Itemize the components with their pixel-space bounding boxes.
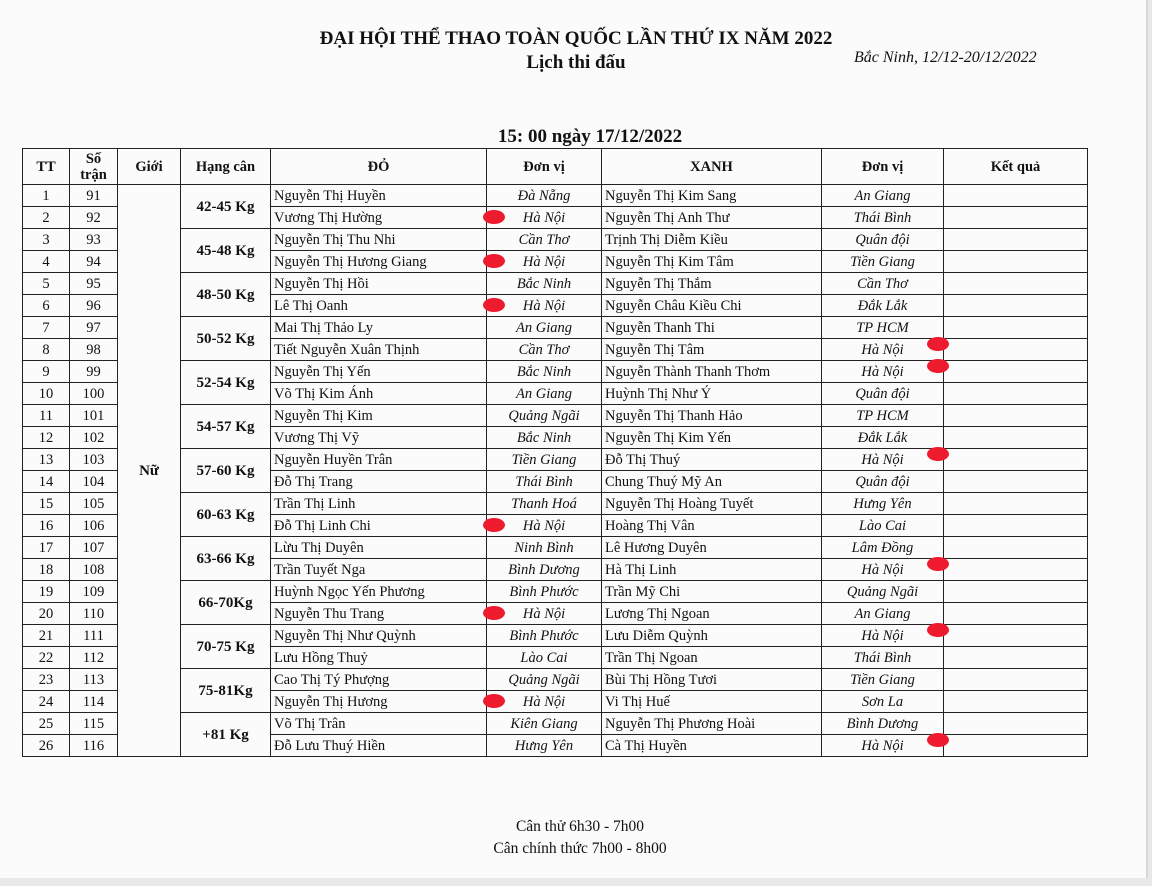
blue-unit-cell [822,493,944,515]
red-highlight-mark [483,606,505,620]
blue-unit-cell [822,625,944,647]
blue-unit: Thái Bình [853,649,912,666]
row-tt: 26 [23,735,70,757]
table-row [23,625,1088,647]
red-athlete: Nguyễn Thị Yến [271,361,487,383]
header-match-number-line2: trận [80,166,107,183]
blue-unit-cell [822,295,944,317]
red-unit-cell [487,471,602,493]
blue-unit-cell [822,603,944,625]
red-unit: Cần Thơ [518,341,570,358]
blue-unit-cell [822,251,944,273]
red-athlete: Đỗ Thị Linh Chi [271,515,487,537]
weight-class-cell: 75-81Kg [181,669,271,713]
row-match-number: 106 [70,515,118,537]
blue-unit-cell [822,713,944,735]
blue-unit: Tiền Giang [850,671,915,688]
blue-unit: Cần Thơ [857,275,908,292]
row-tt: 4 [23,251,70,273]
red-unit-cell [487,493,602,515]
red-unit-cell [487,691,602,713]
row-match-number: 110 [70,603,118,625]
blue-athlete: Nguyễn Thị Hoàng Tuyết [602,493,822,515]
blue-unit: An Giang [854,187,911,204]
weight-class-cell: 42-45 Kg [181,185,271,229]
blue-unit: Lâm Đồng [851,539,914,556]
red-unit: Hà Nội [522,693,566,710]
result-cell [944,735,1088,757]
blue-highlight-mark [927,557,949,571]
row-match-number: 97 [70,317,118,339]
red-unit-cell [487,713,602,735]
red-athlete: Võ Thị Trân [271,713,487,735]
row-tt: 1 [23,185,70,207]
result-cell [944,625,1088,647]
row-match-number: 94 [70,251,118,273]
red-unit: Quảng Ngãi [508,671,580,688]
row-match-number: 113 [70,669,118,691]
red-highlight-mark [483,694,505,708]
weight-class-cell: 54-57 Kg [181,405,271,449]
row-tt: 22 [23,647,70,669]
table-row [23,669,1088,691]
session-time: 15: 00 ngày 17/12/2022 [497,126,683,147]
red-unit: An Giang [516,319,572,336]
row-match-number: 109 [70,581,118,603]
blue-highlight-mark [927,623,949,637]
blue-unit: TP HCM [856,407,909,424]
blue-unit-cell [822,361,944,383]
row-match-number: 112 [70,647,118,669]
red-athlete: Tiết Nguyễn Xuân Thịnh [271,339,487,361]
result-cell [944,669,1088,691]
blue-unit: Hà Nội [861,363,904,380]
blue-athlete: Nguyễn Thị Tâm [602,339,822,361]
row-tt: 23 [23,669,70,691]
blue-unit-cell [822,185,944,207]
blue-unit: Lào Cai [858,517,907,534]
red-unit-cell [487,735,602,757]
red-athlete: Nguyễn Thị Kim [271,405,487,427]
result-cell [944,471,1088,493]
table-row [23,449,1088,471]
blue-athlete: Cà Thị Huyền [602,735,822,757]
weight-class-cell: 48-50 Kg [181,273,271,317]
footer-official-weigh-in: Cân chính thức 7h00 - 8h00 [493,840,667,857]
row-tt: 10 [23,383,70,405]
red-athlete: Mai Thị Thảo Ly [271,317,487,339]
blue-unit: Quân đội [855,385,910,402]
red-unit: Quảng Ngãi [508,407,580,424]
blue-unit-cell [822,273,944,295]
red-athlete: Đỗ Lưu Thuý Hiền [271,735,487,757]
red-unit-cell [487,427,602,449]
red-athlete: Nguyễn Thị Hồi [271,273,487,295]
red-unit: Hà Nội [522,209,566,226]
table-row [23,493,1088,515]
blue-unit: Hà Nội [861,341,904,358]
row-tt: 11 [23,405,70,427]
blue-highlight-mark [927,337,949,351]
row-match-number: 93 [70,229,118,251]
red-athlete: Đỗ Thị Trang [271,471,487,493]
blue-unit: Quân đội [855,473,910,490]
result-cell [944,493,1088,515]
blue-athlete: Nguyễn Châu Kiều Chi [602,295,822,317]
weight-class-cell: 70-75 Kg [181,625,271,669]
red-athlete: Trần Tuyết Nga [271,559,487,581]
blue-unit-cell [822,405,944,427]
table-row [23,317,1088,339]
location-date: Bắc Ninh, 12/12-20/12/2022 [854,49,1037,66]
red-unit-cell [487,317,602,339]
weight-class-cell: 57-60 Kg [181,449,271,493]
row-tt: 9 [23,361,70,383]
weight-class-cell: +81 Kg [181,713,271,757]
blue-athlete: Nguyễn Thị Kim Tâm [602,251,822,273]
row-tt: 5 [23,273,70,295]
red-unit: Bình Phước [509,583,579,600]
red-unit-cell [487,625,602,647]
blue-athlete: Hà Thị Linh [602,559,822,581]
result-cell [944,317,1088,339]
red-highlight-mark [483,298,505,312]
row-tt: 8 [23,339,70,361]
row-match-number: 104 [70,471,118,493]
blue-athlete: Huỳnh Thị Như Ý [602,383,822,405]
result-cell [944,603,1088,625]
blue-unit: Hà Nội [861,627,904,644]
red-unit-cell [487,537,602,559]
row-match-number: 91 [70,185,118,207]
blue-unit: Bình Dương [846,715,919,732]
header-blue-unit: Đơn vị [822,149,944,185]
result-cell [944,515,1088,537]
red-unit-cell [487,603,602,625]
red-highlight-mark [483,518,505,532]
blue-athlete: Nguyễn Thanh Thi [602,317,822,339]
red-athlete: Vương Thị Hường [271,207,487,229]
row-tt: 2 [23,207,70,229]
blue-athlete: Nguyễn Thị Kim Sang [602,185,822,207]
blue-unit-cell [822,559,944,581]
header-red-unit: Đơn vị [487,149,602,185]
row-tt: 12 [23,427,70,449]
row-match-number: 92 [70,207,118,229]
table-row [23,273,1088,295]
weight-class-cell: 52-54 Kg [181,361,271,405]
result-cell [944,229,1088,251]
header-red: ĐỎ [271,149,487,185]
row-tt: 3 [23,229,70,251]
red-unit-cell [487,405,602,427]
red-unit: Lào Cai [520,649,568,666]
blue-athlete: Nguyễn Thị Anh Thư [602,207,822,229]
row-match-number: 105 [70,493,118,515]
red-unit: Tiền Giang [511,451,577,468]
row-tt: 19 [23,581,70,603]
red-unit: Bắc Ninh [516,363,572,380]
blue-athlete: Lương Thị Ngoan [602,603,822,625]
blue-unit-cell [822,207,944,229]
blue-unit: Hà Nội [861,451,904,468]
blue-unit: Đắk Lắk [857,429,908,446]
blue-athlete: Bùi Thị Hồng Tươi [602,669,822,691]
header-tt: TT [23,149,70,185]
blue-unit-cell [822,691,944,713]
red-unit-cell [487,383,602,405]
red-unit: Bắc Ninh [516,429,572,446]
red-unit-cell [487,273,602,295]
row-match-number: 103 [70,449,118,471]
red-unit-cell [487,295,602,317]
red-unit-cell [487,339,602,361]
row-tt: 25 [23,713,70,735]
weight-class-cell: 60-63 Kg [181,493,271,537]
red-athlete: Nguyễn Thị Hương [271,691,487,713]
gender-cell: Nữ [118,185,181,757]
footer-trial-weigh-in: Cân thử 6h30 - 7h00 [515,818,645,835]
header-match-number [70,149,118,185]
blue-athlete: Nguyễn Thị Kim Yến [602,427,822,449]
red-athlete: Nguyễn Thị Thu Nhi [271,229,487,251]
red-unit-cell [487,581,602,603]
red-unit: Hưng Yên [514,737,574,754]
table-row [23,713,1088,735]
result-cell [944,713,1088,735]
blue-unit: Hà Nội [861,561,904,578]
red-unit: Ninh Bình [514,539,574,556]
red-athlete: Nguyễn Thị Như Quỳnh [271,625,487,647]
blue-unit: Sơn La [861,693,904,710]
header-match-number-line1: Số [85,150,102,167]
header-result: Kết quả [944,149,1088,185]
result-cell [944,559,1088,581]
row-tt: 24 [23,691,70,713]
schedule-table [22,148,1088,757]
red-unit: Hà Nội [522,297,566,314]
result-cell [944,449,1088,471]
blue-unit-cell [822,537,944,559]
row-match-number: 95 [70,273,118,295]
row-match-number: 98 [70,339,118,361]
red-unit-cell [487,647,602,669]
header-gender: Giới [118,149,181,185]
blue-unit-cell [822,383,944,405]
row-tt: 20 [23,603,70,625]
row-match-number: 101 [70,405,118,427]
blue-unit-cell [822,581,944,603]
blue-unit-cell [822,317,944,339]
result-cell [944,251,1088,273]
row-tt: 16 [23,515,70,537]
row-match-number: 100 [70,383,118,405]
row-match-number: 108 [70,559,118,581]
red-unit: Đà Nẵng [517,187,571,204]
blue-athlete: Trịnh Thị Diễm Kiều [602,229,822,251]
red-unit-cell [487,185,602,207]
row-tt: 6 [23,295,70,317]
red-unit-cell [487,449,602,471]
blue-unit-cell [822,515,944,537]
red-athlete: Lừu Thị Duyên [271,537,487,559]
red-athlete: Huỳnh Ngọc Yến Phương [271,581,487,603]
weight-class-cell: 45-48 Kg [181,229,271,273]
blue-athlete: Lưu Diễm Quỳnh [602,625,822,647]
blue-athlete: Nguyễn Thị Phương Hoài [602,713,822,735]
table-row [23,405,1088,427]
weight-class-cell: 63-66 Kg [181,537,271,581]
blue-unit: TP HCM [856,319,909,336]
table-row [23,185,1088,207]
red-athlete: Lưu Hồng Thuỷ [271,647,487,669]
blue-unit-cell [822,647,944,669]
blue-unit-cell [822,229,944,251]
red-athlete: Nguyễn Huyền Trân [271,449,487,471]
red-unit: Kiên Giang [510,715,578,732]
row-tt: 7 [23,317,70,339]
row-match-number: 107 [70,537,118,559]
result-cell [944,361,1088,383]
red-unit-cell [487,251,602,273]
result-cell [944,383,1088,405]
blue-athlete: Trần Thị Ngoan [602,647,822,669]
result-cell [944,295,1088,317]
red-unit: Hà Nội [522,517,566,534]
red-athlete: Vương Thị Vỹ [271,427,487,449]
red-unit-cell [487,207,602,229]
blue-unit: Tiền Giang [850,253,915,270]
red-unit: Bình Phước [509,627,579,644]
red-highlight-mark [483,210,505,224]
blue-unit: Quảng Ngãi [846,583,919,600]
blue-athlete: Đỗ Thị Thuý [602,449,822,471]
blue-highlight-mark [927,733,949,747]
document-title: ĐẠI HỘI THỂ THAO TOÀN QUỐC LẦN THỨ IX NĂM 2022 [319,28,833,49]
row-match-number: 111 [70,625,118,647]
red-unit: Bắc Ninh [516,275,572,292]
result-cell [944,339,1088,361]
red-athlete: Nguyễn Thu Trang [271,603,487,625]
table-header-row [23,149,1088,185]
blue-unit-cell [822,339,944,361]
blue-highlight-mark [927,447,949,461]
blue-athlete: Chung Thuý Mỹ An [602,471,822,493]
red-unit: Hà Nội [522,253,566,270]
weight-class-cell: 50-52 Kg [181,317,271,361]
weight-class-cell: 66-70Kg [181,581,271,625]
result-cell [944,207,1088,229]
table-body [23,185,1088,757]
red-unit-cell [487,515,602,537]
red-athlete: Trần Thị Linh [271,493,487,515]
blue-unit: Thái Bình [853,209,912,226]
blue-athlete: Nguyễn Thị Thanh Hảo [602,405,822,427]
blue-athlete: Hoàng Thị Vân [602,515,822,537]
blue-athlete: Trần Mỹ Chi [602,581,822,603]
blue-unit: Quân đội [855,231,910,248]
row-match-number: 96 [70,295,118,317]
blue-athlete: Vi Thị Huế [602,691,822,713]
result-cell [944,537,1088,559]
red-athlete: Võ Thị Kim Ánh [271,383,487,405]
row-match-number: 116 [70,735,118,757]
row-tt: 18 [23,559,70,581]
blue-unit-cell [822,427,944,449]
table-row [23,537,1088,559]
blue-unit: An Giang [854,605,911,622]
red-athlete: Nguyễn Thị Hương Giang [271,251,487,273]
red-unit: Thái Bình [515,473,573,490]
result-cell [944,647,1088,669]
result-cell [944,185,1088,207]
result-cell [944,581,1088,603]
table-row [23,581,1088,603]
red-unit: An Giang [516,385,572,402]
red-unit: Cần Thơ [518,231,570,248]
red-unit-cell [487,229,602,251]
red-athlete: Nguyễn Thị Huyền [271,185,487,207]
red-unit: Bình Dương [508,561,580,578]
row-tt: 15 [23,493,70,515]
blue-unit-cell [822,449,944,471]
blue-athlete: Lê Hương Duyên [602,537,822,559]
red-unit: Thanh Hoá [511,495,577,512]
row-match-number: 115 [70,713,118,735]
header-blue: XANH [602,149,822,185]
row-tt: 21 [23,625,70,647]
red-unit-cell [487,669,602,691]
blue-unit-cell [822,735,944,757]
red-athlete: Cao Thị Tý Phượng [271,669,487,691]
row-tt: 13 [23,449,70,471]
result-cell [944,405,1088,427]
blue-athlete: Nguyễn Thành Thanh Thơm [602,361,822,383]
result-cell [944,691,1088,713]
red-unit: Hà Nội [522,605,566,622]
result-cell [944,427,1088,449]
row-match-number: 114 [70,691,118,713]
blue-unit: Hưng Yên [853,495,912,512]
table-row [23,361,1088,383]
row-tt: 14 [23,471,70,493]
blue-unit-cell [822,669,944,691]
red-unit-cell [487,361,602,383]
red-athlete: Lê Thị Oanh [271,295,487,317]
row-match-number: 102 [70,427,118,449]
blue-unit: Hà Nội [861,737,904,754]
blue-highlight-mark [927,359,949,373]
blue-athlete: Nguyễn Thị Thắm [602,273,822,295]
red-unit-cell [487,559,602,581]
blue-unit-cell [822,471,944,493]
document-subtitle: Lịch thi đấu [526,52,626,73]
red-highlight-mark [483,254,505,268]
row-tt: 17 [23,537,70,559]
row-match-number: 99 [70,361,118,383]
table-row [23,229,1088,251]
header-weight-class: Hạng cân [181,149,271,185]
result-cell [944,273,1088,295]
blue-unit: Đắk Lắk [857,297,908,314]
